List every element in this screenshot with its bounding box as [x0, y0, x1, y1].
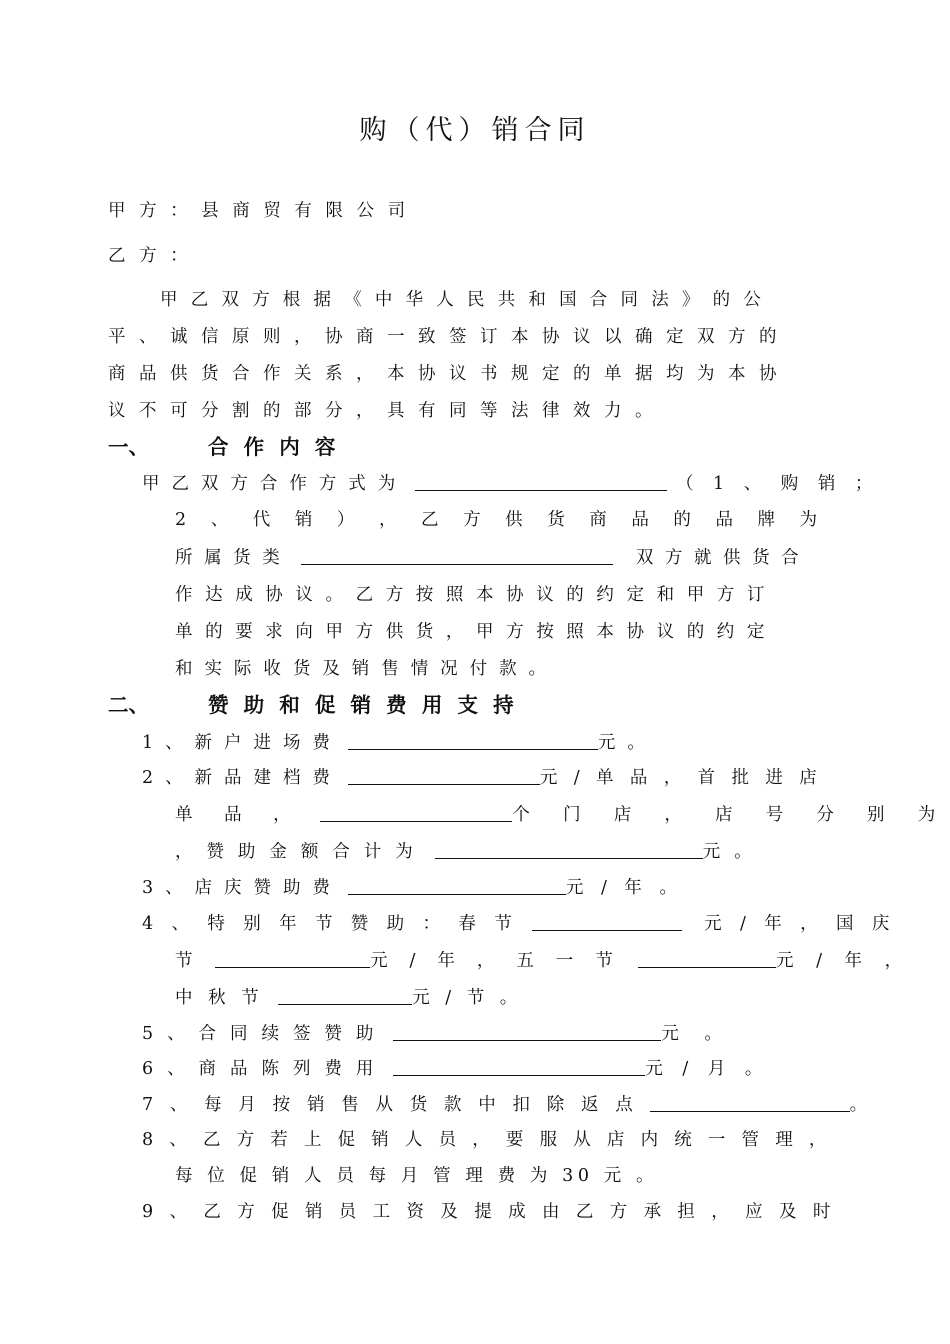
- item-6-label: 6 、 商 品 陈 列 费 用: [142, 1059, 378, 1079]
- item-2-line-3: [175, 836, 756, 866]
- item-7-label: 7 、 每 月 按 销 售 从 货 款 中 扣 除 返 点: [142, 1095, 639, 1115]
- item-6-unit: 元 / 月 。: [645, 1059, 770, 1079]
- item-3-label: 3 、 店 庆 赞 助 费: [142, 878, 334, 898]
- item-2-text-c: 单 品 ，: [175, 805, 304, 825]
- s1-line-6: 和 实 际 收 货 及 销 售 情 况 付 款 。: [175, 659, 550, 679]
- store-count-blank[interactable]: [320, 799, 512, 822]
- item-2-unit-total: 元 。: [702, 842, 756, 862]
- item-3-unit: 元 / 年 。: [565, 878, 683, 898]
- sponsor-total-blank[interactable]: [435, 836, 703, 859]
- s1-l1-tail: （ 1 、 购 销 ；: [675, 474, 880, 494]
- display-fee-blank[interactable]: [393, 1053, 645, 1076]
- section-1-title: 合 作 内 容: [208, 435, 340, 459]
- item-1-unit: 元 。: [597, 733, 649, 753]
- s1-l3-text: 所 属 货 类: [175, 548, 283, 568]
- section-1-number: 一、: [108, 435, 149, 459]
- item-2-text-d: 个 门 店 ， 店 号 分 别 为: [512, 805, 950, 825]
- item-6: [142, 1053, 769, 1083]
- item-8-line-2: 每 位 促 销 人 员 每 月 管 理 费 为 30 元 。: [175, 1166, 659, 1186]
- intro-line-3: 商品供货合作关系，本协议书规定的单据均为本协: [108, 364, 790, 384]
- item-7-end: 。: [849, 1095, 873, 1115]
- item-4-unit-1: 元 / 年 ， 国 庆: [704, 914, 896, 934]
- s1-l1-text: 甲 乙 双 方 合 作 方 式 为: [142, 474, 399, 494]
- item-4-text-d: 元 / 年 ， 五 一 节: [370, 951, 621, 971]
- item-4-unit-3: 元 / 年 ，: [776, 951, 911, 971]
- cooperation-mode-blank[interactable]: [415, 468, 667, 491]
- s1-l3-tail: 双 方 就 供 货 合: [635, 548, 802, 568]
- item-9-line-1: 9 、 乙 方 促 销 员 工 资 及 提 成 由 乙 方 承 担 ， 应 及 时: [142, 1202, 836, 1222]
- item-2-line-2: [175, 799, 949, 829]
- section-2-number: 二、: [108, 693, 149, 717]
- national-day-blank[interactable]: [215, 945, 370, 968]
- contract-title: 购（代）销合同: [359, 115, 591, 146]
- renewal-sponsor-blank[interactable]: [393, 1018, 661, 1041]
- item-5-label: 5 、 合 同 续 签 赞 助: [142, 1024, 378, 1044]
- party-b: 乙 方 ：: [108, 246, 192, 266]
- s1-line-4: 作达成协议。乙方按照本协议的约定和甲方订: [175, 585, 777, 605]
- spring-festival-blank[interactable]: [532, 908, 682, 931]
- item-2-unit: 元 / 单 品 ， 首 批 进 店: [539, 768, 823, 788]
- item-1-label: 1 、 新 户 进 场 费: [142, 733, 334, 753]
- item-4-label: 4 、 特 别 年 节 赞 助 ： 春 节: [142, 914, 519, 934]
- item-2-label: 2 、 新 品 建 档 费: [142, 768, 334, 788]
- item-4-line-1: [142, 908, 896, 938]
- item-4-text-f: 中 秋 节: [175, 988, 264, 1008]
- intro-line-1: [160, 285, 830, 315]
- section-2-title: 赞 助 和 促 销 费 用 支 持: [208, 693, 518, 717]
- intro-line-2: 平、诚信原则，协商一致签订本协议以确定双方的: [108, 327, 790, 347]
- new-product-fee-blank[interactable]: [348, 762, 540, 785]
- mid-autumn-blank[interactable]: [278, 982, 412, 1005]
- s1-line-3: [175, 542, 802, 572]
- goods-category-blank[interactable]: [301, 542, 613, 565]
- item-1: [142, 727, 648, 757]
- s1-line-1: [142, 468, 879, 498]
- labor-day-blank[interactable]: [638, 945, 776, 968]
- s1-line-2: 2 、 代 销 ） ， 乙 方 供 货 商 品 的 品 牌 为: [175, 510, 827, 530]
- item-4-unit-4: 元 / 节 。: [412, 988, 523, 1008]
- item-4-line-2: [175, 945, 911, 975]
- item-4-line-3: [175, 982, 522, 1012]
- item-5-unit: 元 。: [661, 1024, 732, 1044]
- item-2-line-1: [142, 762, 822, 792]
- item-4-text-c: 节: [175, 951, 198, 971]
- item-8-line-1: 8 、 乙 方 若 上 促 销 人 员 ， 要 服 从 店 内 统 一 管 理 ，: [142, 1130, 832, 1150]
- entry-fee-blank[interactable]: [348, 727, 598, 750]
- anniversary-fee-blank[interactable]: [348, 872, 566, 895]
- item-3: [142, 872, 683, 902]
- item-2-text-e: ， 赞 助 金 额 合 计 为: [175, 842, 417, 862]
- intro-text-1: 甲乙双方根据《中华人民共和国合同法》的公: [160, 290, 774, 310]
- item-7: [142, 1089, 873, 1119]
- item-5: [142, 1018, 732, 1048]
- party-a: 甲 方 ： 县 商 贸 有 限 公 司: [108, 201, 410, 221]
- rebate-point-blank[interactable]: [650, 1089, 850, 1112]
- intro-line-4: 议不可分割的部分，具有同等法律效力。: [108, 401, 666, 421]
- s1-line-5: 单的要求向甲方供货，甲方按照本协议的约定: [175, 622, 777, 642]
